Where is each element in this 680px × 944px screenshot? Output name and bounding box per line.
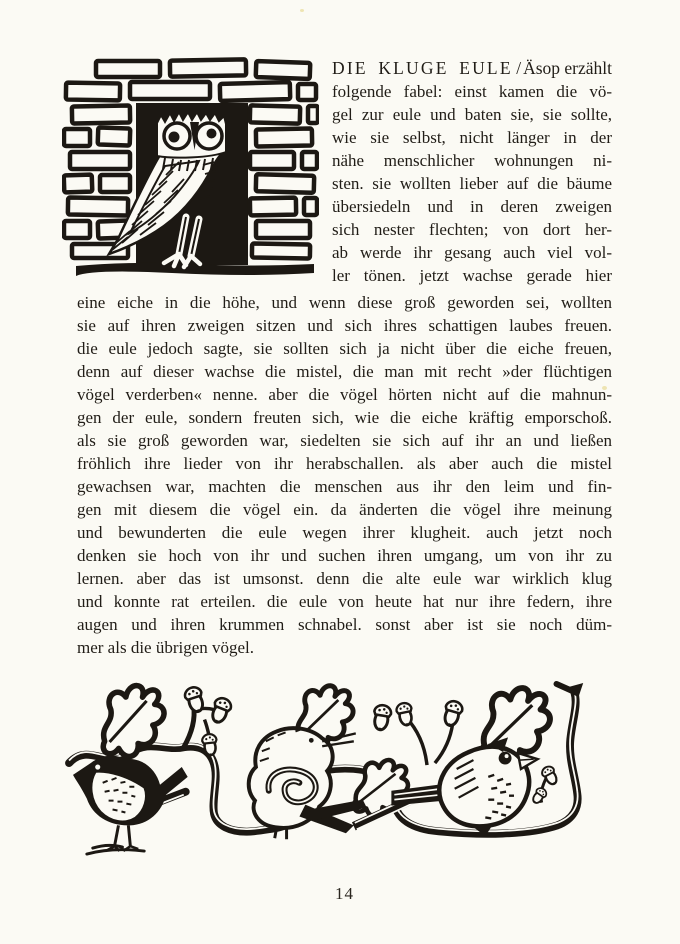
text-line: denken sie hoch von ihr und suchen ihren umgang, um von ihr zu bbox=[77, 546, 612, 565]
text-line: nähe menschlicher wohnungen ni- bbox=[332, 151, 612, 170]
text-line: ab werde ihr gesang auch viel vol- bbox=[332, 243, 612, 262]
text-line: lernen. aber das ist umsonst. denn die alte eule war wirklich klug bbox=[77, 569, 612, 588]
author-byline: Äsop erzählt bbox=[523, 58, 612, 78]
text-line: als sie groß geworden war, siedelten sie sich auf ihr an und ließen bbox=[77, 431, 612, 450]
byline-group bbox=[515, 57, 612, 80]
birds-oak-frieze-woodcut bbox=[62, 680, 612, 856]
text-line: augen und ihren krummen schnabel. sonst aber ist sie noch düm- bbox=[77, 615, 612, 634]
text-line: und konnte rat erteilen. die eule von heute hat nur ihre federn, ihre bbox=[77, 592, 612, 611]
text-line: mer als die übrigen vögel. bbox=[77, 638, 255, 657]
text-line: gen mit diesem die vögel ein. da änderten die vögel ihre meinung bbox=[77, 500, 612, 519]
text-line: gen der eule, sondern freuten sich, wie die eiche kräftig emporschoß. bbox=[77, 408, 612, 427]
story-title: DIE KLUGE EULE bbox=[332, 58, 513, 78]
text-line: gel zur eule und baten sie, sie sollte, bbox=[332, 105, 612, 124]
text-line: fröhlich ihre lieder von ihr herabschallen. als aber auch die mistel bbox=[77, 454, 612, 473]
left-bird bbox=[73, 756, 188, 854]
window-sill bbox=[76, 263, 314, 276]
story-title-line bbox=[332, 57, 612, 80]
paper-speck bbox=[300, 9, 304, 12]
intro-column bbox=[332, 57, 612, 287]
text-line: denn auf dieser wachse die mistel, die man mit recht »der flüchtigen bbox=[77, 362, 612, 381]
text-line: sie auf ihren zweigen sitzen und sich ihres schattigen laubes freuen. bbox=[77, 316, 612, 335]
text-line: ler tönen. jetzt wachse gerade hier bbox=[332, 266, 612, 285]
owl-window-woodcut bbox=[62, 57, 319, 285]
title-separator: / bbox=[516, 58, 522, 78]
story-body bbox=[77, 291, 612, 659]
text-line: eine eiche in die höhe, und wenn diese groß geworden sei, wollten bbox=[77, 293, 612, 312]
text-line: sich nester flechten; von dort her- bbox=[332, 220, 612, 239]
text-line: gewachsen war, machten die menschen aus ihr den leim und fin- bbox=[77, 477, 612, 496]
text-line: wie sie selbst, nicht länger in der bbox=[332, 128, 612, 147]
opening-section bbox=[77, 57, 612, 287]
page-number: 14 bbox=[335, 884, 354, 903]
text-line: sten. sie wollten lieber auf die bäume bbox=[332, 174, 612, 193]
text-line: und bewunderten die eule wegen ihrer klugheit. auch jetzt noch bbox=[77, 523, 612, 542]
text-line: folgende fabel: einst kamen die vö- bbox=[332, 82, 612, 101]
text-line: die eule jedoch sagte, sie sollten sich ja nicht über die eiche freuen, bbox=[77, 339, 612, 358]
text-line: vögel verderben« nenne. aber die vögel hörten nicht auf die mahnun- bbox=[77, 385, 612, 404]
text-block bbox=[77, 57, 612, 904]
middle-bird bbox=[249, 728, 367, 839]
text-line: übersiedeln und in deren zweigen bbox=[332, 197, 612, 216]
